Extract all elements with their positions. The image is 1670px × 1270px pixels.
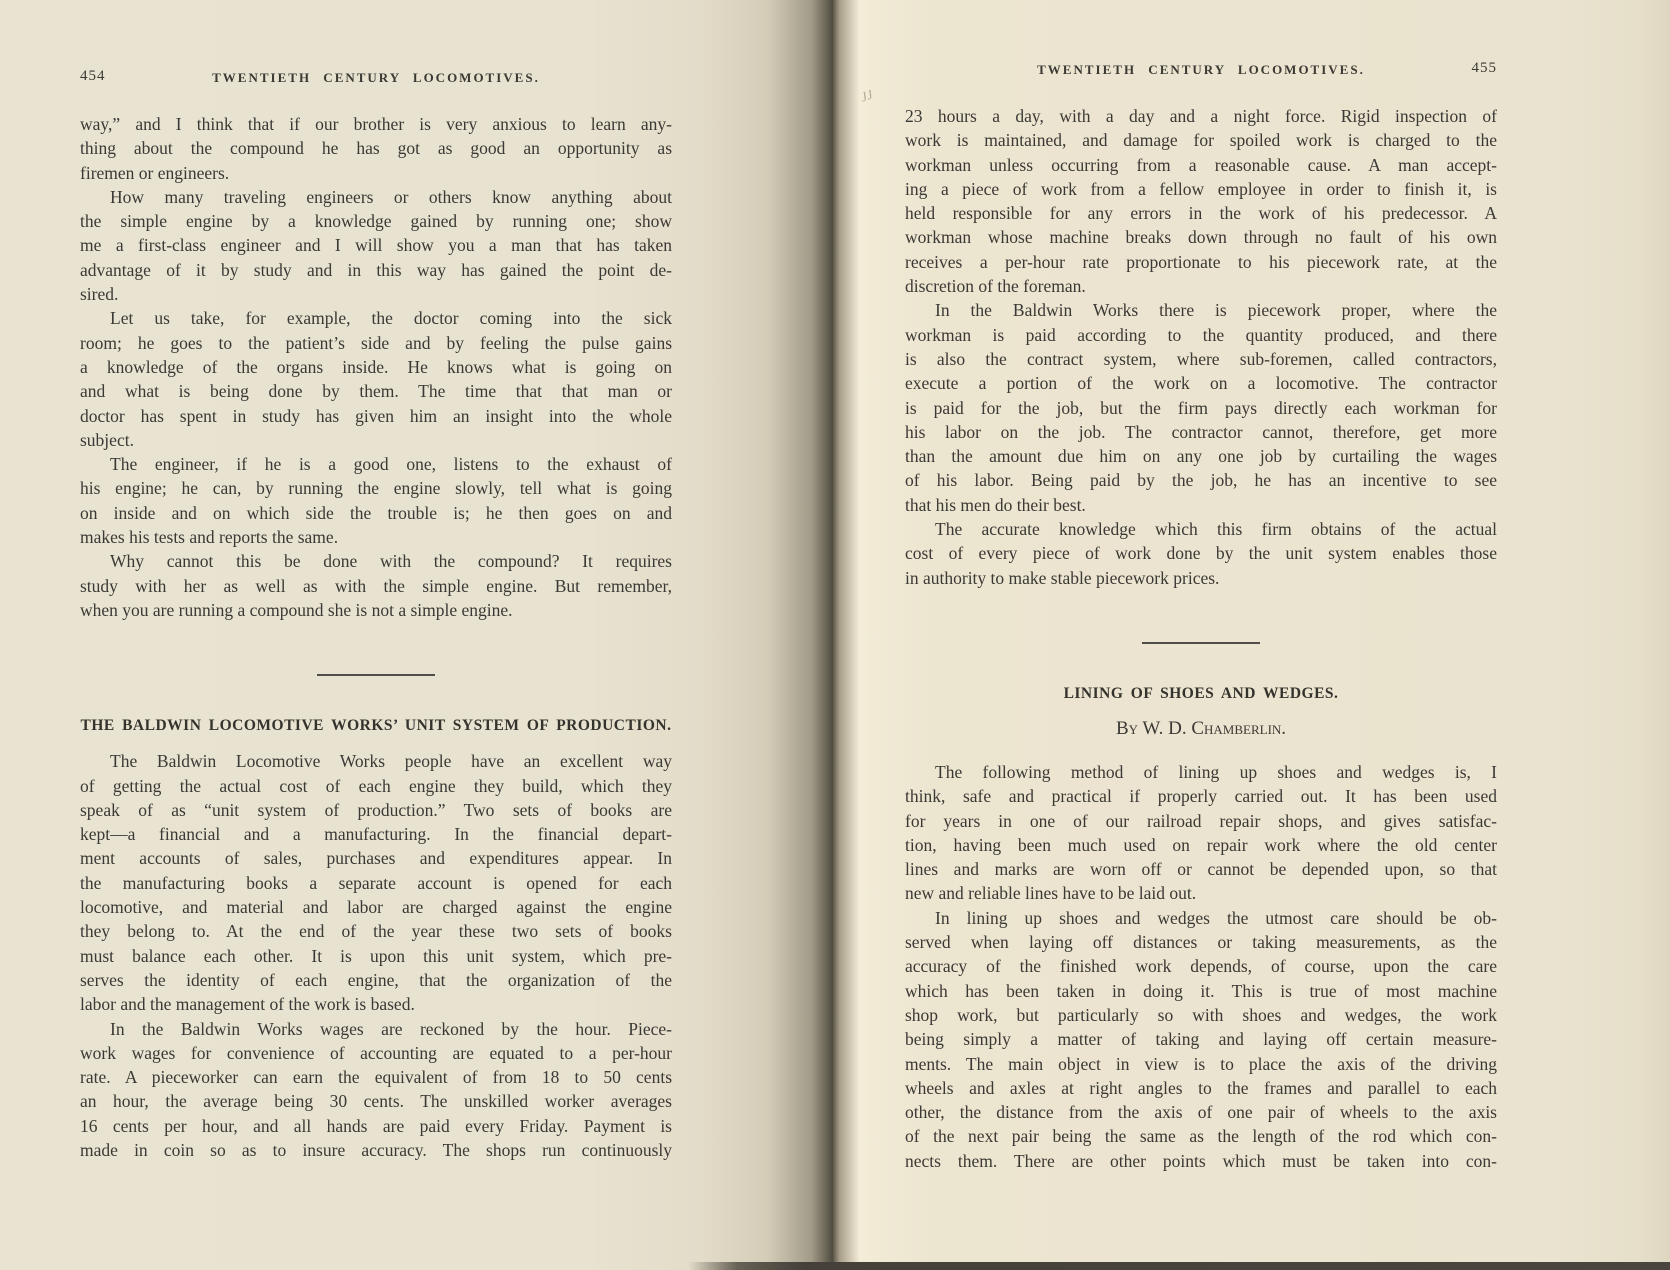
paragraph (80, 1017, 672, 1163)
left-page-header (80, 64, 672, 92)
text-line: for years in one of our railroad repair shops, and gives satisfac- (905, 810, 1497, 831)
paragraph (80, 549, 672, 622)
text-line: of his labor. Being paid by the job, he has an incentive to see (905, 470, 1497, 491)
text-line: me a first-class engineer and I will show you a man that has taken (80, 235, 672, 256)
text-line: must balance each other. It is upon this unit system, which pre- (80, 945, 672, 966)
text-line: work wages for convenience of accounting are equated to a per-hour (80, 1042, 672, 1063)
text-line: accuracy of the finished work depends, of course, upon the care (905, 956, 1497, 977)
text-line: nects them. There are other points which must be taken into con- (905, 1150, 1497, 1171)
text-line: receives a per-hour rate proportionate to his piecework rate, at the (905, 251, 1497, 272)
page-number: 455 (1471, 60, 1497, 76)
text-line: on inside and on which side the trouble is; he then goes on and (80, 502, 672, 523)
text-line: than the amount due him on any one job by curtailing the wages (905, 446, 1497, 467)
section-divider (80, 674, 672, 676)
text-line: is paid for the job, but the firm pays directly each workman for (905, 397, 1497, 418)
running-head: TWENTIETH CENTURY LOCOMOTIVES. (1037, 62, 1365, 77)
paragraph (80, 306, 672, 452)
text-line: 23 hours a day, with a day and a night force. Rigid inspection of (905, 106, 1497, 126)
text-line: is also the contract system, where sub-foremen, called contractors, (905, 348, 1497, 369)
text-line: an hour, the average being 30 cents. The unskilled worker averages (80, 1091, 672, 1112)
text-line: The engineer, if he is a good one, listens to the exhaust of (110, 454, 672, 475)
book-edge-shadow (688, 1262, 1670, 1270)
left-page-body (80, 112, 672, 1162)
text-line: The accurate knowledge which this firm obtains of the actual (935, 519, 1497, 540)
text-line: room; he goes to the patient’s side and by feeling the pulse gains (80, 332, 672, 353)
text-line: discretion of the foreman. (905, 276, 1086, 297)
text-line: The following method of lining up shoes and wedges is, I (935, 761, 1497, 782)
text-line: tion, having been much used on repair work where the old center (905, 834, 1497, 855)
text-line: kept—a financial and a manufacturing. In the financial depart- (80, 824, 672, 845)
text-line: wheels and axles at right angles to the frames and parallel to each (905, 1077, 1497, 1098)
text-line: How many traveling engineers or others know anything about (110, 186, 672, 207)
text-line: advantage of it by study and in this way has gained the point de- (80, 259, 672, 280)
text-line: workman unless occurring from a reasonable cause. A man accept- (905, 154, 1497, 175)
text-line: other, the distance from the axis of one pair of wheels to the axis (905, 1102, 1497, 1123)
text-line: firemen or engineers. (80, 162, 230, 183)
text-line: 16 cents per hour, and all hands are paid every Friday. Payment is (80, 1115, 672, 1136)
paragraph (905, 298, 1497, 517)
text-line: subject. (80, 429, 134, 450)
text-line: ing a piece of work from a fellow employee in order to finish it, is (905, 178, 1497, 199)
text-line: In the Baldwin Works there is piecework proper, where the (935, 300, 1497, 321)
text-line: being simply a matter of taking and laying off certain measure- (905, 1029, 1497, 1050)
byline: By W. D. Chamberlin. (1115, 717, 1287, 739)
text-line: study with her as well as with the simple engine. But remember, (80, 575, 672, 596)
paragraph (905, 517, 1497, 590)
text-line: his labor on the job. The contractor cannot, therefore, get more (905, 421, 1497, 442)
paragraph (905, 906, 1497, 1173)
text-line: lines and marks are worn off or cannot be depended upon, so that (905, 859, 1497, 880)
paragraph (905, 104, 1497, 298)
text-line: In lining up shoes and wedges the utmost care should be ob- (935, 907, 1497, 928)
text-line: ment accounts of sales, purchases and expenditures appear. In (80, 848, 672, 869)
text-line: his engine; he can, by running the engine slowly, tell what is going (80, 478, 672, 499)
paragraph (80, 749, 672, 1016)
text-line: ments. The main object in view is to place the axis of the driving (905, 1053, 1497, 1074)
text-line: locomotive, and material and labor are charged against the engine (80, 897, 672, 918)
text-line: of getting the actual cost of each engine they build, which they (80, 775, 672, 796)
text-line: speak of as “unit system of production.” Two sets of books are (80, 799, 672, 820)
section-heading: THE BALDWIN LOCOMOTIVE WORKS’ UNIT SYSTEM OF PRODUCTION. (80, 717, 672, 735)
page-number: 454 (80, 68, 106, 84)
text-line: In the Baldwin Works wages are reckoned by the hour. Piece- (110, 1018, 672, 1039)
paragraph (905, 760, 1497, 906)
right-page-header (905, 56, 1497, 84)
paragraph (80, 185, 672, 306)
text-line: made in coin so as to insure accuracy. The shops run continuously (80, 1139, 672, 1160)
text-line: cost of every piece of work done by the unit system enables those (905, 543, 1497, 564)
text-line: The Baldwin Locomotive Works people have an excellent way (110, 751, 672, 772)
text-line: they belong to. At the end of the year these two sets of books (80, 921, 672, 942)
text-line: makes his tests and reports the same. (80, 527, 339, 548)
text-line: new and reliable lines have to be laid out. (905, 883, 1197, 904)
text-line: work is maintained, and damage for spoiled work is charged to the (905, 130, 1497, 151)
text-line: in authority to make stable piecework prices. (905, 567, 1220, 588)
section-heading: LINING OF SHOES AND WEDGES. (1063, 684, 1339, 702)
text-line: workman is paid according to the quantity produced, and there (905, 324, 1497, 345)
text-line: shop work, but particularly so with shoes and wedges, the work (905, 1004, 1497, 1025)
page-454 (0, 0, 833, 1270)
text-line: served when laying off distances or taking measurements, as the (905, 932, 1497, 953)
divider-line (1142, 642, 1260, 644)
text-line: that his men do their best. (905, 494, 1086, 515)
text-line: held responsible for any errors in the work of his predecessor. A (905, 203, 1497, 224)
text-line: sired. (80, 284, 119, 305)
paragraph (80, 112, 672, 185)
text-line: think, safe and practical if properly carried out. It has been used (905, 786, 1497, 807)
text-line: serves the identity of each engine, that the organization of the (80, 969, 672, 990)
text-line: rate. A pieceworker can earn the equivalent of from 18 to 50 cents (80, 1067, 672, 1088)
pencil-mark: JJ (858, 86, 875, 105)
text-line: when you are running a compound she is not a simple engine. (80, 599, 513, 620)
text-line: Let us take, for example, the doctor coming into the sick (110, 308, 672, 329)
text-line: and what is being done by them. The time that that man or (80, 381, 672, 402)
right-text-column (905, 56, 1497, 1173)
text-line: doctor has spent in study has given him an insight into the whole (80, 405, 672, 426)
text-line: a knowledge of the organs inside. He knows what is going on (80, 356, 672, 377)
text-line: Why cannot this be done with the compound? It requires (110, 551, 672, 572)
text-line: execute a portion of the work on a locomotive. The contractor (905, 373, 1497, 394)
page-455 (833, 0, 1670, 1270)
text-line: of the next pair being the same as the length of the rod which con- (905, 1126, 1497, 1147)
text-line: the manufacturing books a separate account is opened for each (80, 872, 672, 893)
text-line: which has been taken in doing it. This is true of most machine (905, 980, 1497, 1001)
text-line: labor and the management of the work is based. (80, 994, 415, 1015)
text-line: workman whose machine breaks down through no fault of his own (905, 227, 1497, 248)
divider-line (317, 674, 435, 676)
paragraph (80, 452, 672, 549)
text-line: way,” and I think that if our brother is very anxious to learn any- (80, 114, 672, 134)
text-line: the simple engine by a knowledge gained by running one; show (80, 211, 672, 232)
section-divider (905, 642, 1497, 644)
running-head: TWENTIETH CENTURY LOCOMOTIVES. (212, 70, 540, 85)
text-line: thing about the compound he has got as good an opportunity as (80, 138, 672, 159)
left-text-column (80, 64, 672, 1162)
right-page-body (905, 104, 1497, 1173)
